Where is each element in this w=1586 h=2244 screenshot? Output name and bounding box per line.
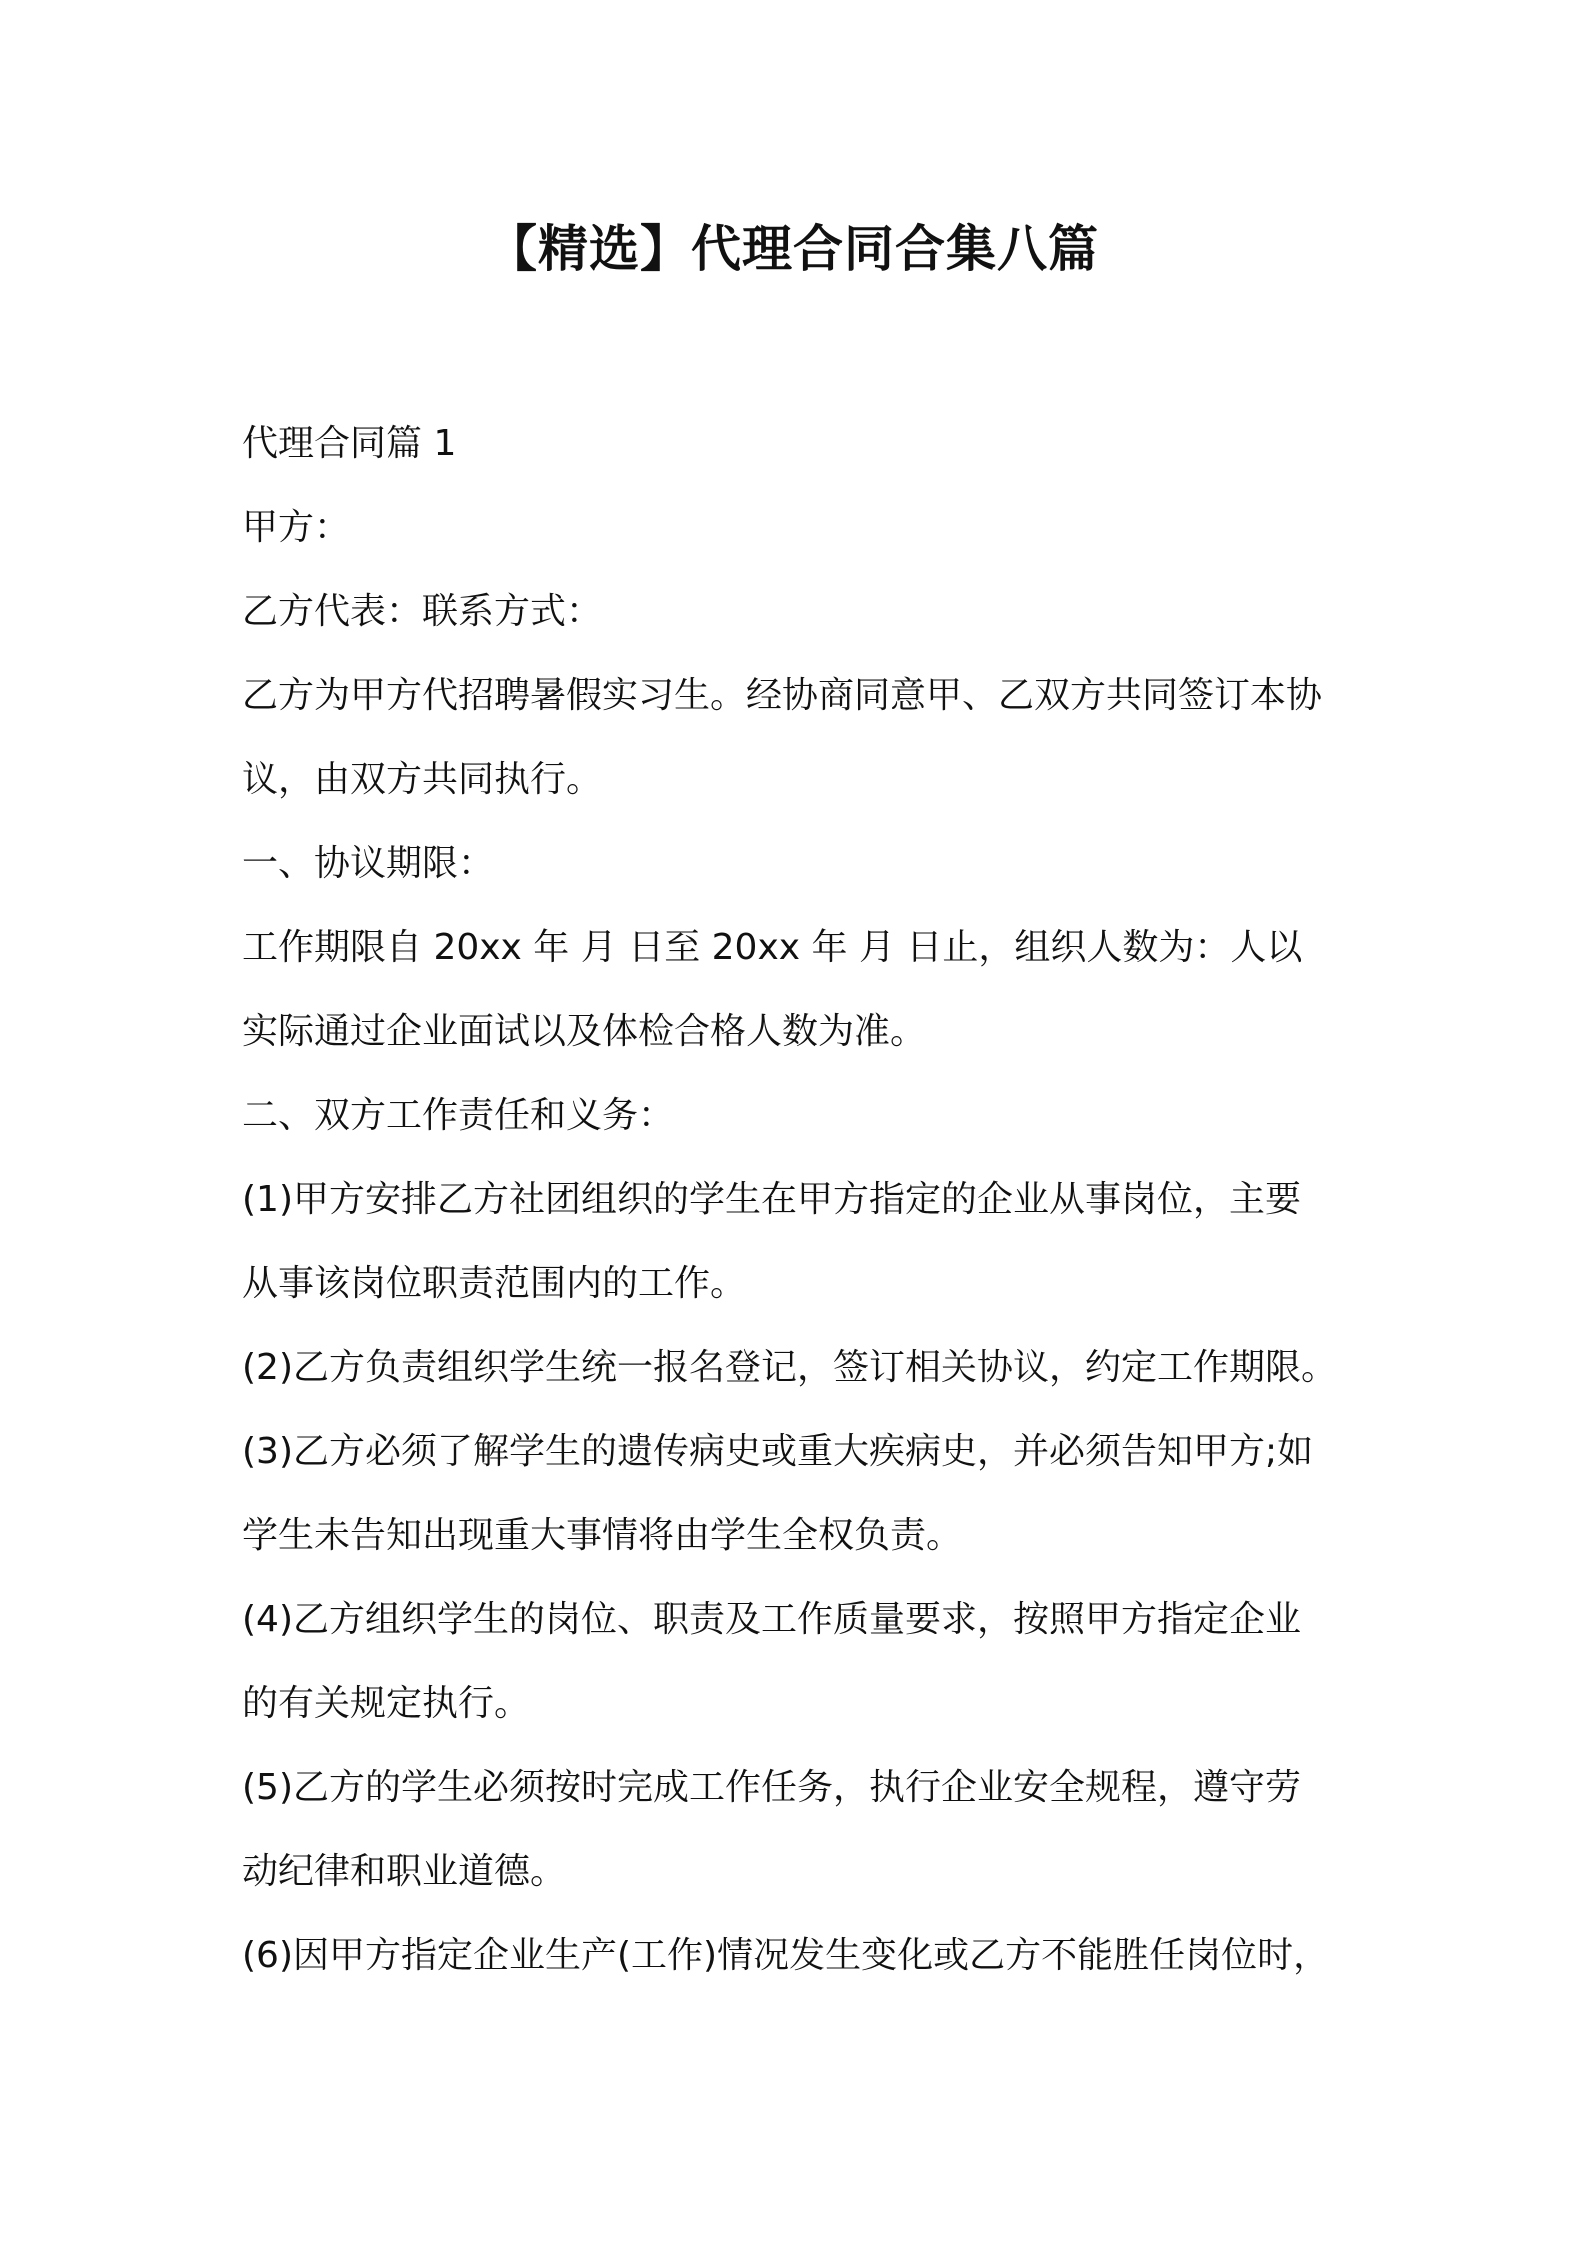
clause-heading: 一、协议期限：	[242, 843, 495, 884]
party-b-line: 乙方代表：联系方式：	[242, 591, 603, 632]
clause-item-line: 学生未告知出现重大事情将由学生全权负责。	[242, 1515, 963, 1556]
clause-item-line: (4)乙方组织学生的岗位、职责及工作质量要求，按照甲方指定企业	[242, 1599, 1301, 1640]
clause-item-line: (5)乙方的学生必须按时完成工作任务，执行企业安全规程，遵守劳	[242, 1767, 1301, 1808]
body-text-line: 工作期限自 20xx 年 月 日至 20xx 年 月 日止，组织人数为：人以	[242, 927, 1303, 968]
body-text-line: 实际通过企业面试以及体检合格人数为准。	[242, 1011, 927, 1052]
clause-item-line: (3)乙方必须了解学生的遗传病史或重大疾病史，并必须告知甲方;如	[242, 1431, 1314, 1472]
clause-heading: 二、双方工作责任和义务：	[242, 1095, 675, 1136]
body-text-line: 乙方为甲方代招聘暑假实习生。经协商同意甲、乙双方共同签订本协	[242, 675, 1323, 716]
clause-item-line: 的有关规定执行。	[242, 1683, 531, 1724]
party-a-line: 甲方：	[242, 507, 351, 548]
clause-item-line: 从事该岗位职责范围内的工作。	[242, 1263, 747, 1304]
section-heading-contract-1: 代理合同篇 1	[242, 423, 457, 464]
document-title: 【精选】代理合同合集八篇	[487, 220, 1099, 278]
clause-item-line: 动纪律和职业道德。	[242, 1851, 567, 1892]
clause-item-line: (2)乙方负责组织学生统一报名登记，签订相关协议，约定工作期限。	[242, 1347, 1337, 1388]
document-body	[242, 402, 1362, 1998]
body-text-line: 议，由双方共同执行。	[242, 759, 603, 800]
clause-item-line: (6)因甲方指定企业生产(工作)情况发生变化或乙方不能胜任岗位时，	[242, 1935, 1330, 1976]
clause-item-line: (1)甲方安排乙方社团组织的学生在甲方指定的企业从事岗位，主要	[242, 1179, 1301, 1220]
